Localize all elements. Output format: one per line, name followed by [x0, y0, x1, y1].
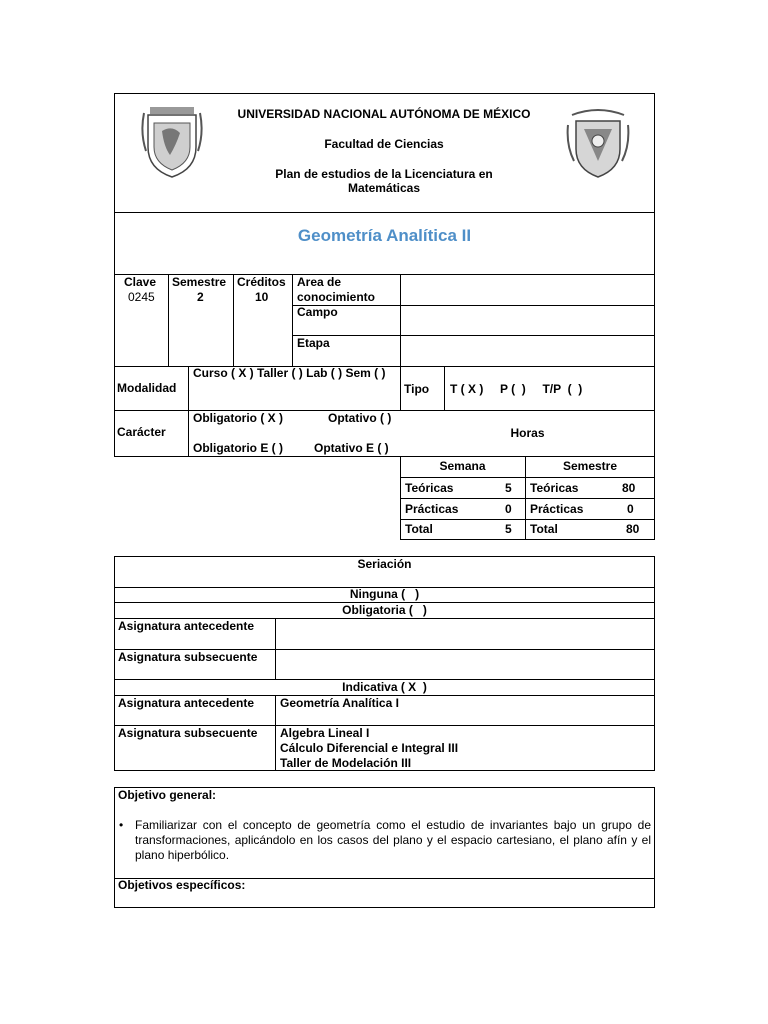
objetivos-especificos-label: Objetivos específicos:: [118, 878, 246, 892]
ind-subsecuente-label: Asignatura subsecuente: [118, 726, 258, 740]
tipo-label: Tipo: [404, 382, 430, 396]
ninguna-option: Ninguna ( ): [349, 587, 420, 601]
unam-seal-logo: [140, 103, 204, 179]
modalidad-label: Modalidad: [117, 381, 177, 395]
semana-row-value: 0: [505, 502, 512, 516]
semestre-row-label: Total: [530, 522, 558, 536]
semestre-header: Semestre: [562, 459, 618, 473]
semana-row-label: Prácticas: [405, 502, 459, 516]
clave-label: Clave: [124, 275, 157, 289]
objetivo-general-text: Familiarizar con el concepto de geometría como el estudio de invariantes bajo un grupo de transformaciones, aplicándolo en los casos del plano y el espacio cartesiano, el plano afín y el plano hiperbólico.: [135, 818, 651, 862]
obligatorio-option: Obligatorio ( X ): [193, 411, 283, 425]
semestre-row-label: Prácticas: [530, 502, 584, 516]
obligatoria-option: Obligatoria ( ): [342, 603, 427, 617]
obligatorio-e-option: Obligatorio E ( ): [193, 441, 283, 455]
semana-row-label: Total: [405, 522, 433, 536]
semestre-row-value: 80: [622, 481, 636, 495]
semestre-value: 2: [197, 290, 204, 304]
semestre-label: Semestre: [172, 275, 227, 289]
etapa-label: Etapa: [297, 336, 330, 350]
seriacion-title: Seriación: [357, 557, 412, 571]
semana-row-value: 5: [505, 481, 512, 495]
objetivo-general-label: Objetivo general:: [118, 788, 217, 802]
ciencias-seal-logo: [566, 105, 630, 181]
clave-value: 0245: [128, 290, 155, 304]
optativo-option: Optativo ( ): [328, 411, 392, 425]
creditos-label: Créditos: [237, 275, 286, 289]
tipo-value: T ( X ) P ( ) T/P ( ): [450, 382, 583, 396]
bullet-icon: •: [119, 818, 124, 832]
plan-line-1: Plan de estudios de la Licenciatura en: [275, 167, 493, 181]
plan-line-2: Matemáticas: [347, 181, 421, 195]
optativo-e-option: Optativo E ( ): [314, 441, 389, 455]
semestre-row-label: Teóricas: [530, 481, 579, 495]
semestre-row-value: 80: [626, 522, 640, 536]
modalidad-value: Curso ( X ) Taller ( ) Lab ( ) Sem ( ): [193, 366, 386, 380]
antecedente-label: Asignatura antecedente: [118, 619, 255, 633]
campo-label: Campo: [297, 305, 338, 319]
horas-label: Horas: [510, 426, 545, 440]
ind-subsecuente-value: Algebra Lineal I: [280, 726, 370, 740]
subsecuente-label: Asignatura subsecuente: [118, 650, 258, 664]
faculty-name: Facultad de Ciencias: [324, 137, 444, 151]
course-title: Geometría Analítica II: [297, 226, 472, 245]
semestre-row-value: 0: [627, 502, 634, 516]
ind-antecedente-label: Asignatura antecedente: [118, 696, 255, 710]
creditos-value: 10: [255, 290, 269, 304]
indicativa-option: Indicativa ( X ): [342, 680, 427, 694]
semana-header: Semana: [439, 459, 486, 473]
semana-row-label: Teóricas: [405, 481, 454, 495]
semana-row-value: 5: [505, 522, 512, 536]
caracter-label: Carácter: [117, 425, 166, 439]
university-name: UNIVERSIDAD NACIONAL AUTÓNOMA DE MÉXICO: [237, 107, 531, 121]
ind-antecedente-value: Geometría Analítica I: [280, 696, 399, 710]
ind-subsecuente-value: Cálculo Diferencial e Integral III: [280, 741, 459, 755]
area-label-2: conocimiento: [297, 290, 376, 304]
area-label-1: Area de: [297, 275, 342, 289]
ind-subsecuente-value: Taller de Modelación III: [280, 756, 412, 770]
